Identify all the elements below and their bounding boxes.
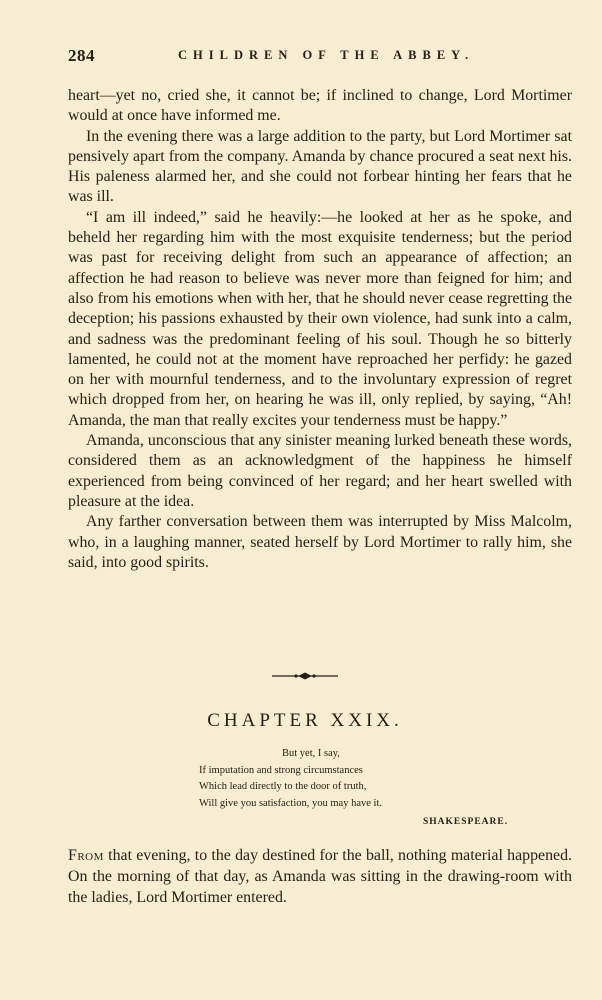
paragraph: Any farther conversation between them was interrupted by Miss Malcolm, who, in a laughing manner, seated herself by Lord Mortimer to rally him, she said, into good spirits. bbox=[68, 513, 572, 571]
epigraph-line: If imputation and strong circumstances bbox=[199, 764, 363, 776]
paragraph bbox=[68, 845, 572, 908]
paragraph: Amanda, unconscious that any sinister meaning lurked beneath these words, considered them as an acknowledgment of the happiness he himself experienced from being convinced of her regard; and her heart swelled with pleasure at the idea. bbox=[68, 432, 572, 510]
body-text bbox=[68, 86, 572, 573]
page-number: 284 bbox=[68, 46, 95, 65]
running-title: CHILDREN OF THE ABBEY. bbox=[178, 48, 475, 62]
paragraph: In the evening there was a large addition to the party, but Lord Mortimer sat pensively apart from the company. Amanda by chance procured a seat next his. His paleness alarmed her, and she could not forbear hinting her fears that he was ill. bbox=[68, 127, 572, 206]
section-divider-ornament bbox=[272, 672, 338, 680]
chapter-title: CHAPTER XXIX. bbox=[207, 710, 403, 731]
opening-word: From bbox=[68, 847, 104, 864]
epigraph-line: Which lead directly to the door of truth, bbox=[199, 781, 367, 792]
paragraph: “I am ill indeed,” said he heavily:—he looked at her as he spoke, and beheld her regarding him with the most exquisite tenderness; but the period was past for receiving delight from such an appearance of affection; an affection he had reason to believe was never more than feigned for him; and also from his emotions when with her, that he should never cease regretting the deception; his passions exhausted by their own violence, had sunk into a calm, and sadness was the predominant feeling of his soul. Though he so bitterly lamented, he could not at the moment have reproached her perfidy: he gazed on her with mournful tenderness, and to the involuntary expression of regret which dropped from her, on hearing he was ill, only replied, by saying, “Ah! Amanda, the man that really excites your tenderness must be happy.” bbox=[68, 208, 572, 429]
chapter-opening-text bbox=[68, 845, 572, 908]
epigraph-line: Will give you satisfaction, you may have it. bbox=[199, 797, 382, 809]
epigraph bbox=[197, 746, 517, 812]
epigraph-attribution: SHAKESPEARE. bbox=[423, 817, 509, 827]
paragraph: heart—yet no, cried she, it cannot be; if inclined to change, Lord Mortimer would at once have informed me. bbox=[68, 87, 572, 125]
epigraph-line: But yet, I say, bbox=[282, 748, 340, 759]
opening-text: that evening, to the day destined for the ball, nothing material happened. On the morning of that day, as Amanda was sitting in the drawing-room with the ladies, Lord Mortimer entered. bbox=[68, 847, 572, 906]
